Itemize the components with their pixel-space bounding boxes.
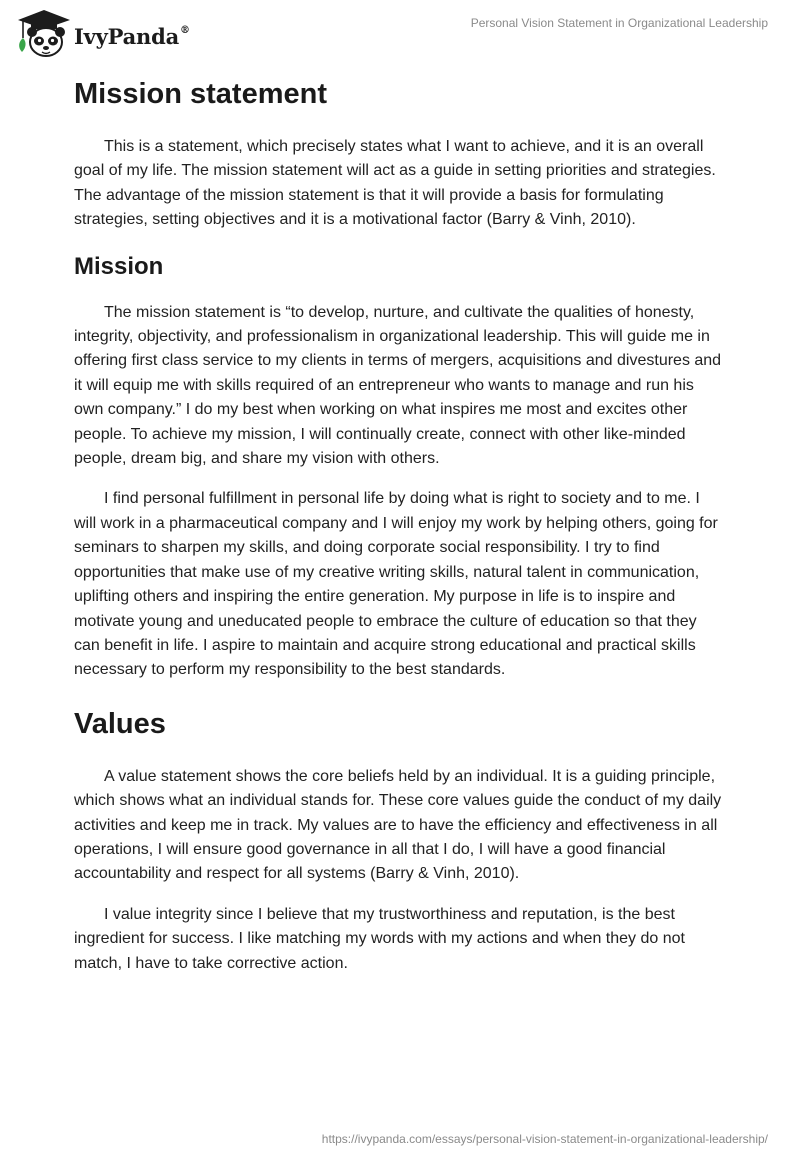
logo-wordmark: IvyPanda®	[74, 23, 190, 49]
paragraph-mission-1: The mission statement is “to develop, nurture, and cultivate the qualities of honesty, integrity, objectivity, and professionalism in organizational leadership. This will guide me in offering first class service to my clients in terms of mergers, acquisitions and divestures and it will equip me with skills required of an entrepreneur who wants to manage and run his own company.” I do my best when working on what inspires me most and excites other people. To achieve my mission, I will continually create, connect with other like-minded people, dream big, and share my vision with others.	[74, 303, 722, 468]
paragraph-mission-statement: This is a statement, which precisely states what I want to achieve, and it is an overall goal of my life. The mission statement will act as a guide in setting priorities and strategies. The advantage of the mission statement is that it will provide a basis for formulating strategies, setting objectives and it is a motivational factor (Barry & Vinh, 2010).	[74, 138, 716, 229]
paragraph-values-1: A value statement shows the core beliefs held by an individual. It is a guiding principle, which shows what an individual stands for. These core values guide the conduct of my daily activities and keep me in track. My values are to have the efficiency and effectiveness in all operations, I will ensure good governance in all that I do, I will have a good financial accountability and respect for all systems (Barry & Vinh, 2010).	[74, 767, 722, 883]
essay-body	[74, 72, 724, 976]
paragraph-mission-2: I find personal fulfillment in personal life by doing what is right to society and to me. I will work in a pharmaceutical company and I will enjoy my work by helping others, going for seminars to sharpen my skills, and doing corporate social responsibility. I try to find opportunities that make use of my creative writing skills, natural talent in communication, uplifting others and inspiring the entire generation. My purpose in life is to inspire and motivate young and uneducated people to embrace the culture of education so that they can benefit in life. I aspire to maintain and acquire strong educational and practical skills necessary to perform my responsibility to the best standards.	[74, 490, 718, 679]
panda-graduate-icon	[14, 8, 74, 60]
heading-mission: Mission	[74, 252, 164, 280]
page-header	[0, 0, 800, 70]
registered-mark: ®	[180, 24, 190, 36]
paragraph-values-2: I value integrity since I believe that my trustworthiness and reputation, is the best ingredient for success. I like matching my words with my actions and when they do not match, I have to take corrective action.	[74, 905, 685, 972]
source-url[interactable]: https://ivypanda.com/essays/personal-vision-statement-in-organizational-leadership/	[321, 1132, 768, 1146]
heading-mission-statement: Mission statement	[74, 78, 327, 110]
ivypanda-logo[interactable]	[14, 8, 190, 60]
heading-values: Values	[74, 707, 166, 740]
running-title: Personal Vision Statement in Organizational Leadership	[470, 16, 768, 30]
